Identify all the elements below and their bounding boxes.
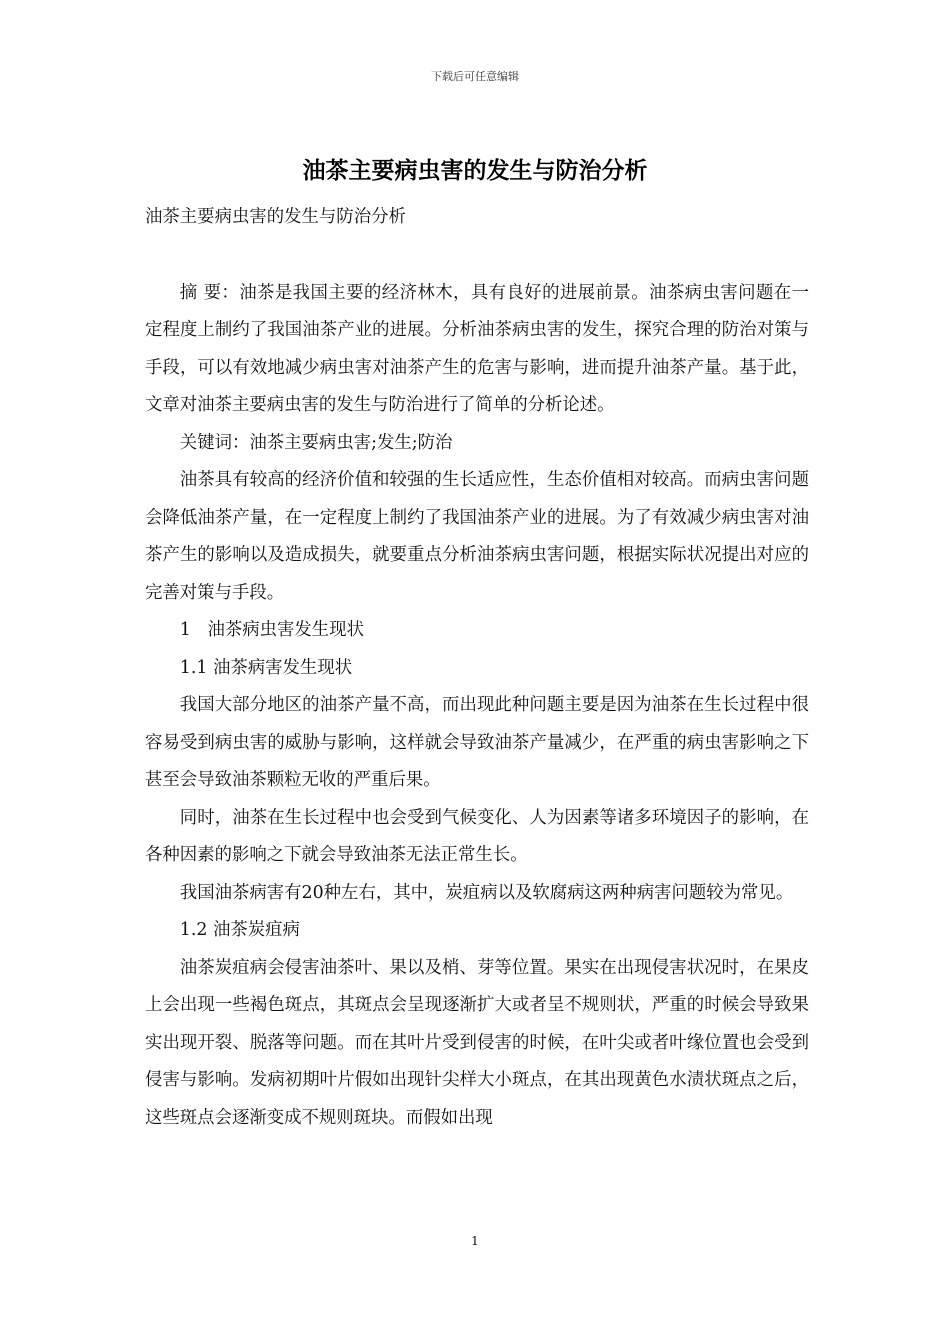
document-body xyxy=(145,199,809,1137)
section-heading-1-2: 1.2 油茶炭疽病 xyxy=(179,920,300,940)
section-heading-1-1: 1.1 油茶病害发生现状 xyxy=(179,657,353,678)
body-paragraph: 油茶炭疽病会侵害油茶叶、果以及梢、芽等位置。果实在出现侵害状况时，在果皮上会出现一些褐色斑点，其斑点会呈现逐渐扩大或者呈不规则状，严重的时候会导致果实出现开裂、脱落等问题。而在其叶片受到侵害的时候，在叶尖或者叶缘位置也会受到侵害与影响。发病初期叶片假如出现针尖样大小斑点，在其出现黄色水渍状斑点之后，这些斑点会逐渐变成不规则斑块。而假如出现 xyxy=(145,957,809,1128)
page-number: 1 xyxy=(471,1234,479,1248)
intro-paragraph: 油茶具有较高的经济价值和较强的生长适应性，生态价值相对较高。而病虫害问题会降低油茶产量，在一定程度上制约了我国油茶产业的进展。为了有效减少病虫害对油茶产生的影响以及造成损失，就要重点分析油茶病虫害问题，根据实际状况提出对应的完善对策与手段。 xyxy=(145,470,809,603)
body-paragraph: 我国大部分地区的油茶产量不高，而出现此种问题主要是因为油茶在生长过程中很容易受到病虫害的威胁与影响，这样就会导致油茶产量减少，在严重的病虫害影响之下甚至会导致油茶颗粒无收的严重后果。 xyxy=(145,695,809,790)
document-title: 油茶主要病虫害的发生与防治分析 xyxy=(302,158,648,184)
abstract-paragraph: 摘 要：油茶是我国主要的经济林木，具有良好的进展前景。油茶病虫害问题在一定程度上制约了我国油茶产业的进展。分析油茶病虫害的发生，探究合理的防治对策与手段，可以有效地减少病虫害对油茶产生的危害与影响，进而提升油茶产量。基于此，文章对油茶主要病虫害的发生与防治进行了简单的分析论述。 xyxy=(145,282,809,415)
body-paragraph: 我国油茶病害有20种左右，其中，炭疽病以及软腐病这两种病害问题较为常见。 xyxy=(179,882,794,903)
page-header: 下载后可任意编辑 xyxy=(431,70,519,83)
body-paragraph: 同时，油茶在生长过程中也会受到气候变化、人为因素等诸多环境因子的影响，在各种因素的影响之下就会导致油茶无法正常生长。 xyxy=(145,807,809,865)
keywords-paragraph: 关键词：油茶主要病虫害;发生;防治 xyxy=(179,432,453,453)
blank-line xyxy=(145,237,809,275)
section-heading-1: 1 油茶病虫害发生现状 xyxy=(179,620,364,640)
document-subtitle: 油茶主要病虫害的发生与防治分析 xyxy=(145,207,406,227)
